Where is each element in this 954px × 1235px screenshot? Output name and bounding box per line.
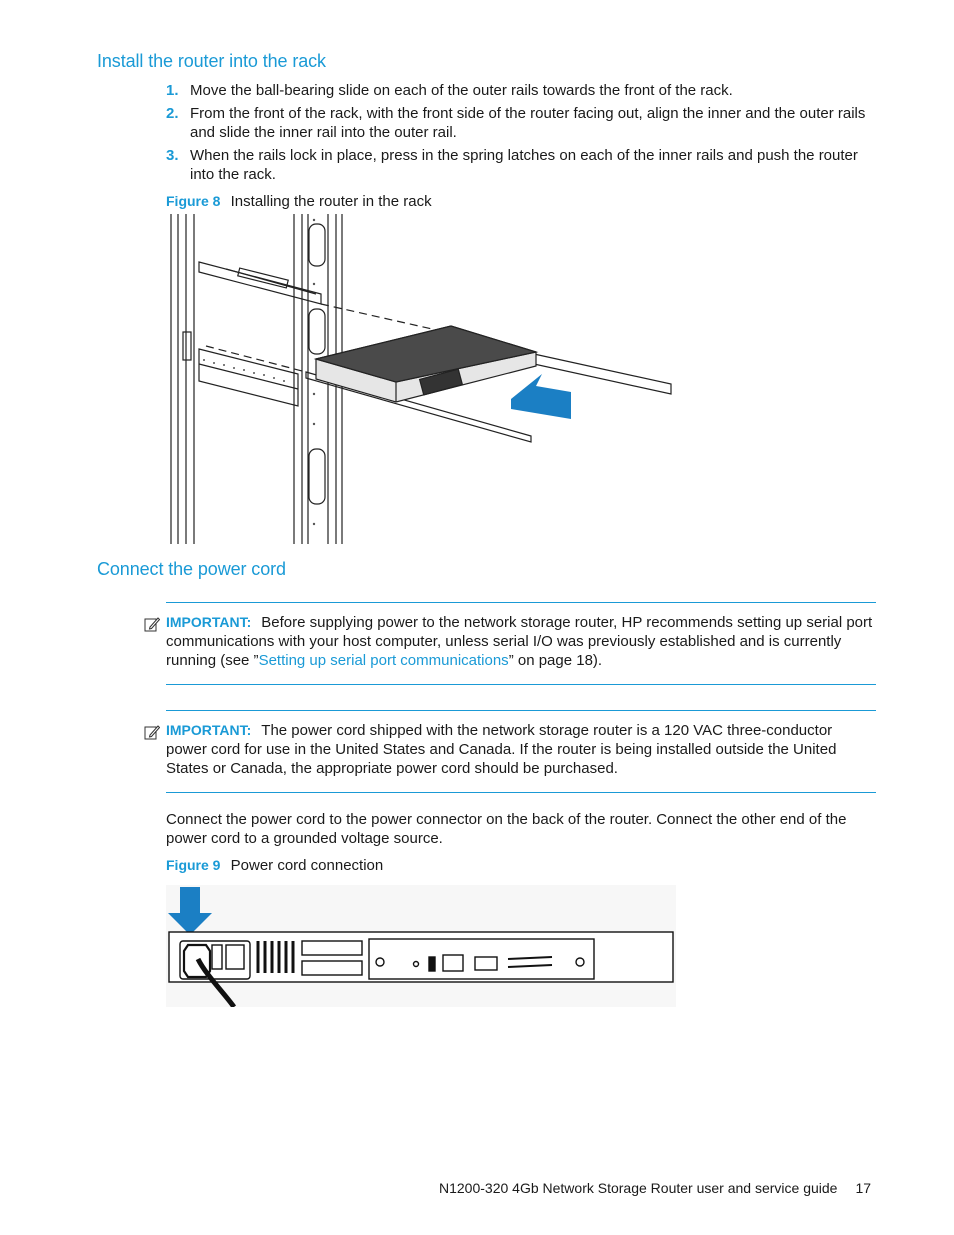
- section-heading-install-router: Install the router into the rack: [97, 51, 326, 71]
- important-label: IMPORTANT:: [166, 614, 252, 630]
- important-note: [166, 602, 876, 685]
- step-item: [166, 104, 876, 142]
- note-text-end: ” on page 18).: [508, 652, 603, 669]
- step-number: 2.: [166, 105, 179, 122]
- footer-title: N1200-320 4Gb Network Storage Router user and service guide: [439, 1180, 838, 1196]
- serial-port-link[interactable]: Setting up serial port communications: [258, 652, 509, 669]
- step-number: 3.: [166, 147, 179, 164]
- note-text: The power cord shipped with the network storage router is a 120 VAC three-conductor power cord for use in the United States and Canada. If the router is being installed outside the United States or Canada, the appropriate power cord should be purchased.: [166, 722, 837, 777]
- figure-label: Figure 8: [166, 193, 221, 209]
- step-item: [166, 146, 876, 184]
- important-note: [166, 710, 876, 793]
- power-cord-illustration: [166, 885, 676, 1007]
- rack-installation-illustration: [166, 214, 686, 544]
- figure-caption-text: Power cord connection: [230, 857, 384, 874]
- step-text: When the rails lock in place, press in the spring latches on each of the inner rails and push the router into the rack.: [190, 147, 858, 183]
- figure-label: Figure 9: [166, 857, 221, 873]
- figure-8-caption: [166, 193, 432, 210]
- step-text: From the front of the rack, with the front side of the router facing out, align the inner and the outer rails and slide the inner rail into the outer rail.: [190, 105, 866, 141]
- blue-arrow-icon: [511, 374, 571, 419]
- page-footer: [439, 1180, 871, 1196]
- step-number: 1.: [166, 82, 179, 99]
- note-text: Before supplying power to the network storage router, HP recommends setting up serial port communications with your host computer, unless serial I/O was previously established and is currently running (see ”: [166, 614, 873, 669]
- section-heading-connect-power: Connect the power cord: [97, 559, 286, 579]
- note-pencil-icon: [144, 616, 160, 632]
- figure-caption-text: Installing the router in the rack: [230, 193, 432, 210]
- install-steps-list: [166, 81, 876, 188]
- body-paragraph: Connect the power cord to the power connector on the back of the router. Connect the other end of the power cord to a grounded voltage source.: [166, 811, 847, 847]
- step-text: Move the ball-bearing slide on each of the outer rails towards the front of the rack.: [190, 82, 733, 99]
- step-item: [166, 81, 876, 100]
- figure-9-caption: [166, 857, 383, 874]
- important-label: IMPORTANT:: [166, 722, 252, 738]
- page-number: 17: [855, 1180, 872, 1196]
- note-pencil-icon: [144, 724, 160, 740]
